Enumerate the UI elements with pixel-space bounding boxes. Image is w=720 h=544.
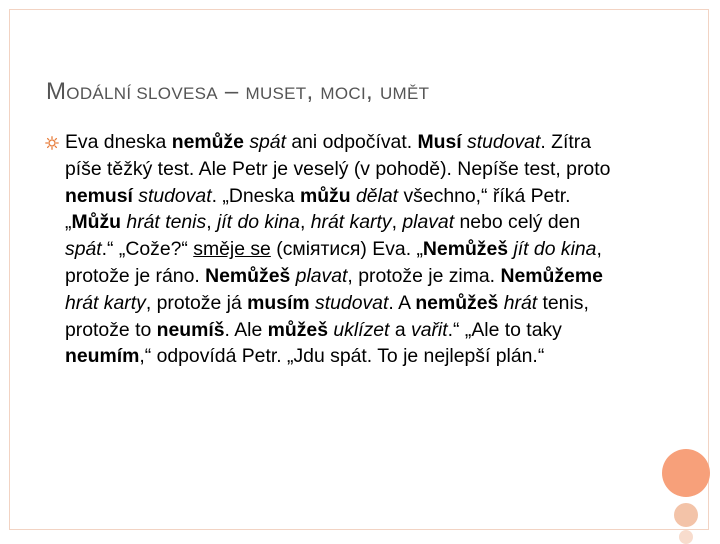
italic-infinitive: hrát karty (310, 211, 392, 234)
italic-infinitive: vařit (411, 318, 448, 341)
title-moci: MOCI (320, 84, 367, 103)
italic-infinitive: plavat (402, 211, 455, 234)
paragraph-text: (сміятися) Eva. „ (270, 238, 423, 261)
paragraph-text: . A (388, 291, 416, 314)
emphasized-modal-verb: musím (247, 291, 310, 314)
title-muset: MUSET (245, 84, 307, 103)
emphasized-modal-verb: Nemůžeme (500, 264, 603, 287)
paragraph-text: a (389, 318, 411, 341)
paragraph-text: , protože je zima. (347, 264, 501, 287)
decorative-circle-medium (674, 503, 698, 527)
paragraph-text: . Zítra píše těžký test. Ale Petr je veselý (v pohodě). Nepíše test, proto (65, 131, 611, 180)
emphasized-modal-verb: můžu (299, 184, 351, 207)
italic-infinitive: plavat (295, 264, 348, 287)
emphasized-modal-verb: Musí (417, 131, 462, 153)
italic-infinitive: jít do kina (216, 211, 300, 234)
paragraph-text: , protože je ráno. (65, 238, 602, 287)
italic-infinitive: studovat (315, 291, 389, 314)
italic-infinitive: tenis (165, 211, 207, 234)
italic-infinitive: hrát karty (65, 291, 146, 314)
paragraph-text: ,“ odpovídá Petr. „Jdu spát. To je nejlepší plán.“ (139, 345, 545, 368)
paragraph-text: Eva dneska (65, 131, 172, 153)
paragraph-text: všechno,“ říká Petr. „ (65, 184, 571, 234)
emphasized-modal-verb: nemůžeš (415, 291, 499, 314)
italic-infinitive: hrát (503, 291, 538, 314)
italic-infinitive: hrát (126, 211, 160, 234)
paragraph-text: nebo celý den (454, 211, 581, 234)
paragraph-text: , (299, 211, 311, 234)
decorative-circle-small (679, 530, 693, 544)
slide-title (46, 78, 429, 106)
emphasized-modal-verb: Můžu (71, 211, 122, 234)
italic-infinitive: jít do kina (513, 238, 597, 261)
emphasized-modal-verb: Nemůžeš (422, 238, 509, 261)
emphasized-modal-verb: Nemůžeš (205, 264, 291, 287)
italic-infinitive: uklízet (333, 318, 390, 341)
bullet-paragraph (65, 129, 625, 370)
title-comma: , (366, 78, 380, 105)
italic-infinitive: spát (249, 131, 286, 153)
emphasized-modal-verb: nemůže (171, 131, 244, 153)
paragraph-text: ani odpočívat. (285, 131, 418, 153)
decorative-circle-large (662, 449, 710, 497)
underlined-phrase: směje se (193, 238, 271, 261)
sun-icon (45, 136, 59, 150)
italic-infinitive: dělat (356, 184, 399, 207)
paragraph-text: .“ „Ale to taky (447, 318, 562, 341)
paragraph-text: .“ „Cože?“ (101, 238, 194, 261)
italic-infinitive: studovat (138, 184, 212, 207)
emphasized-modal-verb: neumím (65, 345, 140, 368)
title-dash: – (217, 78, 246, 105)
emphasized-modal-verb: nemusí (65, 184, 133, 207)
paragraph-text: . Ale (224, 318, 268, 341)
italic-infinitive: studovat (467, 131, 541, 153)
paragraph-text: . „Dneska (211, 184, 300, 207)
emphasized-modal-verb: neumíš (156, 318, 225, 341)
paragraph-text: , (206, 211, 217, 234)
title-modal-verbs: ODÁLNÍ SLOVESA (66, 84, 218, 103)
italic-infinitive: spát (65, 238, 102, 261)
title-comma: , (306, 78, 321, 105)
emphasized-modal-verb: můžeš (267, 318, 328, 341)
paragraph-text: tenis, protože to (65, 291, 589, 341)
title-initial: M (46, 78, 67, 105)
paragraph-text: , (391, 211, 403, 234)
paragraph-text: , protože já (145, 291, 248, 314)
title-umet: UMĚT (379, 84, 430, 103)
